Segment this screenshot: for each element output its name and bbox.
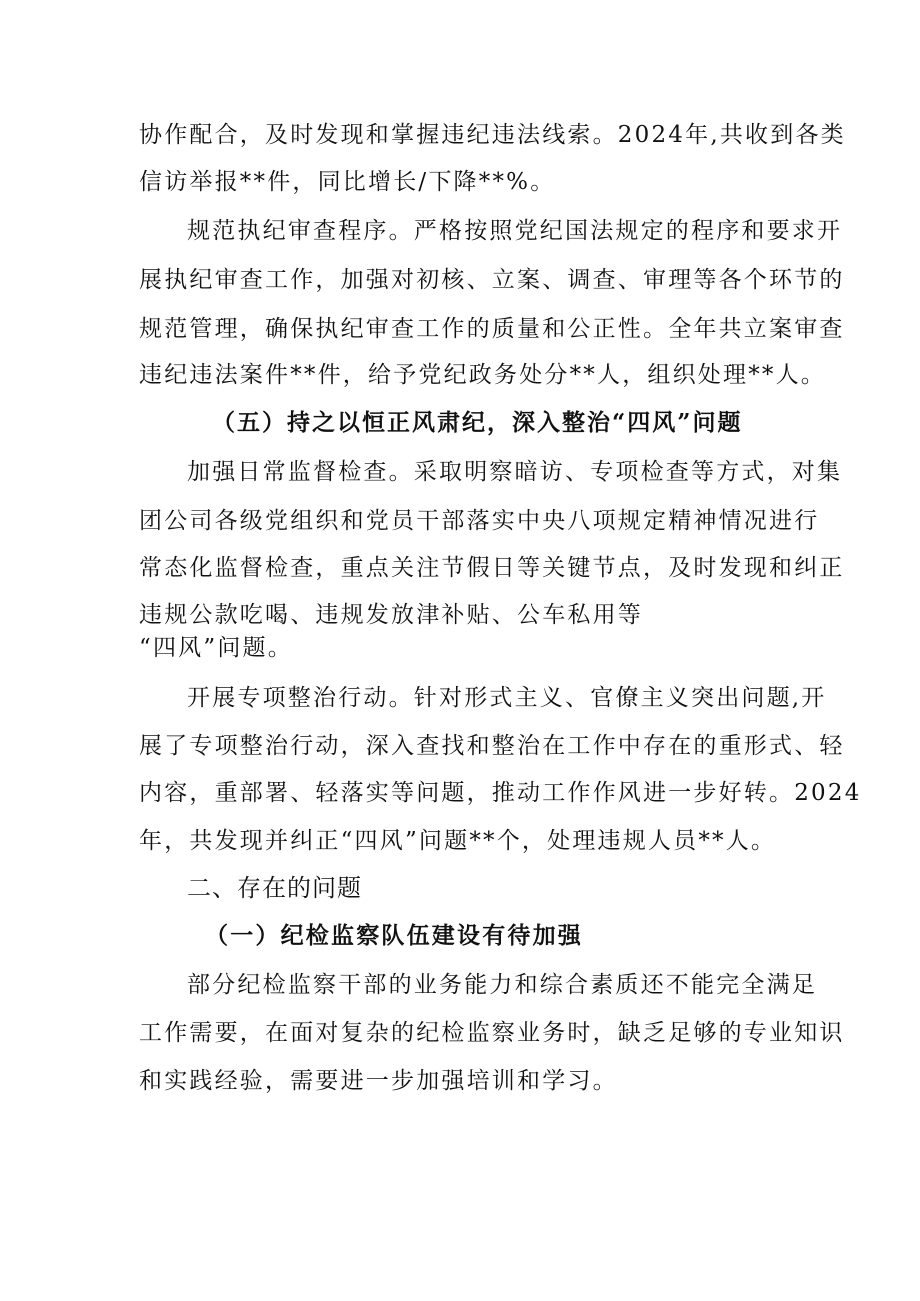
paragraph-line: 展了专项整治行动，深入查找和整治在工作中存在的重形式、轻 <box>139 733 845 759</box>
paragraph-line: 规范管理，确保执纪审查工作的质量和公正性。全年共立案审查 <box>139 316 845 342</box>
paragraph-line: 加强日常监督检查。采取明察暗访、专项检查等方式，对集 <box>187 459 843 485</box>
paragraph-line: 违纪违法案件**件，给予党纪政务处分**人，组织处理**人。 <box>139 362 826 388</box>
paragraph-line: 团公司各级党组织和党员干部落实中央八项规定精神情况进行 <box>139 508 820 534</box>
paragraph-line: 开展专项整治行动。针对形式主义、官僚主义突出问题,开 <box>187 685 827 711</box>
paragraph-line: 信访举报**件，同比增长/下降**%。 <box>139 169 556 195</box>
subsection-heading: （一）纪检监察队伍建设有待加强 <box>205 922 583 949</box>
paragraph-line: 协作配合，及时发现和掌握违纪违法线索。2024年,共收到各类 <box>139 122 846 148</box>
chapter-heading: 二、存在的问题 <box>187 874 362 902</box>
paragraph-line: “四风”问题。 <box>139 635 293 661</box>
paragraph-line: 常态化监督检查，重点关注节假日等关键节点，及时发现和纠正 <box>139 555 845 581</box>
paragraph-line: 规范执纪审查程序。严格按照党纪国法规定的程序和要求开 <box>187 218 843 244</box>
section-heading: （五）持之以恒正风肃纪，深入整治“四风”问题 <box>212 409 743 436</box>
paragraph-line: 展执纪审查工作，加强对初核、立案、调查、审理等各个环节的 <box>139 267 845 293</box>
paragraph-line: 和实践经验，需要进一步加强培训和学习。 <box>139 1068 618 1094</box>
paragraph-line: 部分纪检监察干部的业务能力和综合素质还不能完全满足 <box>187 972 817 998</box>
paragraph-line: 内容，重部署、轻落实等问题，推动工作作风进一步好转。2024 <box>139 780 862 806</box>
paragraph-line: 工作需要，在面对复杂的纪检监察业务时，缺乏足够的专业知识 <box>139 1020 845 1046</box>
paragraph-line: 违规公款吃喝、违规发放津补贴、公车私用等 <box>139 602 643 628</box>
paragraph-line: 年，共发现并纠正“四风”问题**个，处理违规人员**人。 <box>139 828 777 854</box>
